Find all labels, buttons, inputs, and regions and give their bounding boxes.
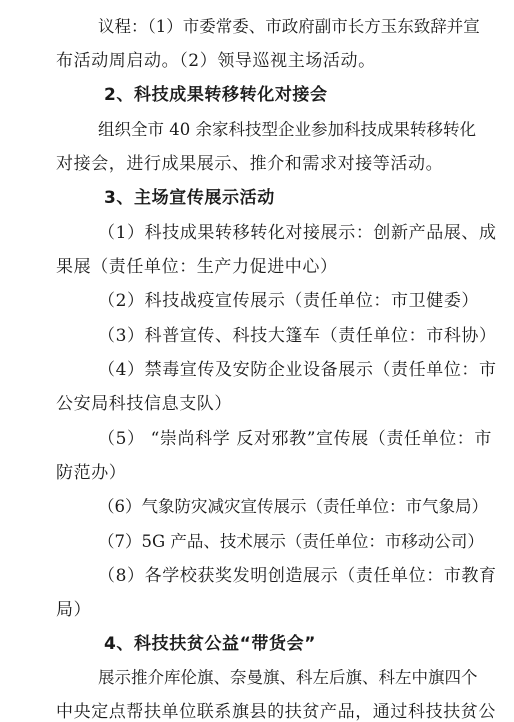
paragraph-line: 对接会，进行成果展示、推介和需求对接等活动。 xyxy=(56,154,444,174)
section-heading-3: 3、主场宣传展示活动 xyxy=(104,188,275,208)
list-item-line: 果展（责任单位：生产力促进中心） xyxy=(56,257,338,277)
list-item-line: （1）科技成果转移转化对接展示：创新产品展、成 xyxy=(98,223,497,243)
agenda-line-2: 布活动周启动。（2）领导巡视主场活动。 xyxy=(56,51,376,71)
paragraph-line: 展示推介库伦旗、奈曼旗、科左后旗、科左中旗四个 xyxy=(98,668,478,687)
section-heading-2: 2、科技成果转移转化对接会 xyxy=(104,85,328,105)
list-item-line: 防范办） xyxy=(56,463,127,483)
list-item-line: （5） “崇尚科学 反对邪教”宣传展（责任单位：市 xyxy=(98,429,493,449)
list-item-line: 公安局科技信息支队） xyxy=(56,394,232,414)
list-item-line: 局） xyxy=(56,600,92,620)
section-heading-4: 4、科技扶贫公益“带货会” xyxy=(104,634,316,654)
paragraph-line: 组织全市 40 余家科技型企业参加科技成果转移转化 xyxy=(98,120,476,139)
list-item-line: （6）气象防灾减灾宣传展示（责任单位：市气象局） xyxy=(98,497,488,516)
paragraph-line: 中央定点帮扶单位联系旗县的扶贫产品，通过科技扶贫公 xyxy=(56,702,496,722)
list-item-line: （7）5G 产品、技术展示（责任单位：市移动公司） xyxy=(98,532,484,551)
agenda-line-1: 议程：（1）市委常委、市政府副市长方玉东致辞并宣 xyxy=(98,17,480,36)
list-item-line: （2）科技战疫宣传展示（责任单位：市卫健委） xyxy=(98,291,480,311)
list-item-line: （8）各学校获奖发明创造展示（责任单位：市教育 xyxy=(98,566,497,586)
list-item-line: （4）禁毒宣传及安防企业设备展示（责任单位：市 xyxy=(98,360,497,380)
list-item-line: （3）科普宣传、科技大篷车（责任单位：市科协） xyxy=(98,326,497,346)
